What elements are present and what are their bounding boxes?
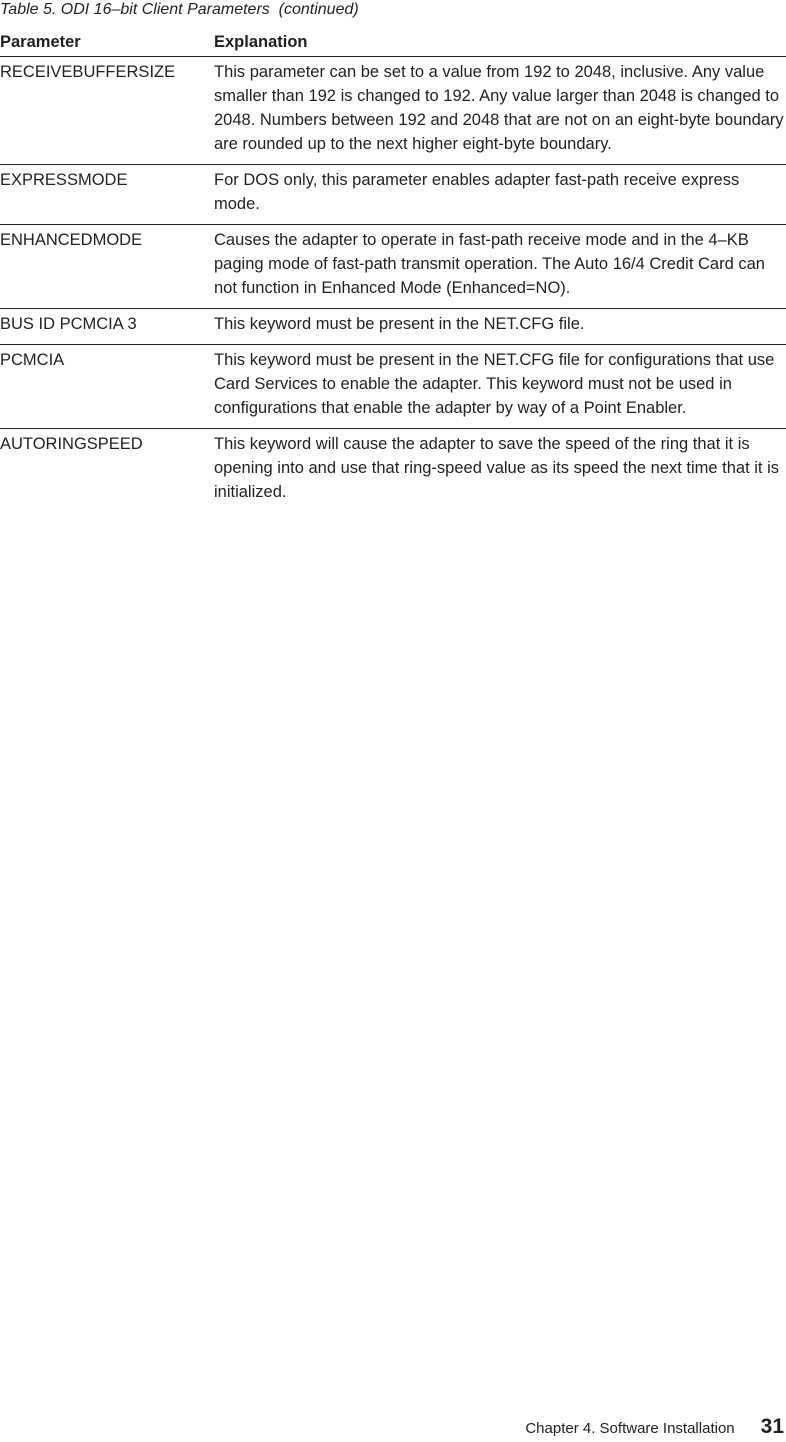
column-header-explanation: Explanation — [214, 33, 308, 51]
parameter-cell: ENHANCEDMODE — [0, 231, 143, 249]
parameter-cell: AUTORINGSPEED — [0, 435, 143, 453]
table-caption: Table 5. ODI 16–bit Client Parameters (continued) — [0, 1, 359, 18]
explanation-cell: This parameter can be set to a value from 192 to 2048, inclusive. Any value smaller than 192 is changed to 192. Any value larger than 2048 is changed to 2048. Numbers between 192 and 2048 that are not on an eight-byte boundary are rounded up to the next higher eight-byte boundary. — [214, 63, 784, 153]
table-row — [0, 57, 786, 165]
explanation-cell: This keyword will cause the adapter to save the speed of the ring that it is opening into and use that ring-speed value as its speed the next time that it is initialized. — [214, 435, 780, 501]
explanation-cell: Causes the adapter to operate in fast-path receive mode and in the 4–KB paging mode of fast-path transmit operation. The Auto 16/4 Credit Card can not function in Enhanced Mode (Enhanced=NO). — [214, 231, 765, 297]
explanation-cell: This keyword must be present in the NET.CFG file for configurations that use Card Services to enable the adapter. This keyword must not be used in configurations that enable the adapter by way of a Point Enabler. — [214, 351, 775, 417]
parameters-table — [0, 30, 786, 512]
explanation-cell: This keyword must be present in the NET.CFG file. — [214, 315, 585, 333]
column-header-parameter: Parameter — [0, 33, 81, 51]
table-row — [0, 345, 786, 429]
table-header-row — [0, 30, 786, 57]
table-row — [0, 165, 786, 225]
page-number: 31 — [760, 1415, 784, 1438]
table-row — [0, 429, 786, 512]
parameter-cell: EXPRESSMODE — [0, 171, 128, 189]
parameter-cell: RECEIVEBUFFERSIZE — [0, 63, 176, 81]
parameter-cell: PCMCIA — [0, 351, 65, 369]
page-footer — [525, 1417, 784, 1439]
parameter-cell: BUS ID PCMCIA 3 — [0, 315, 137, 333]
explanation-cell: For DOS only, this parameter enables adapter fast-path receive express mode. — [214, 171, 740, 213]
table-row — [0, 309, 786, 345]
chapter-title: Chapter 4. Software Installation — [525, 1420, 735, 1437]
table-row — [0, 225, 786, 309]
